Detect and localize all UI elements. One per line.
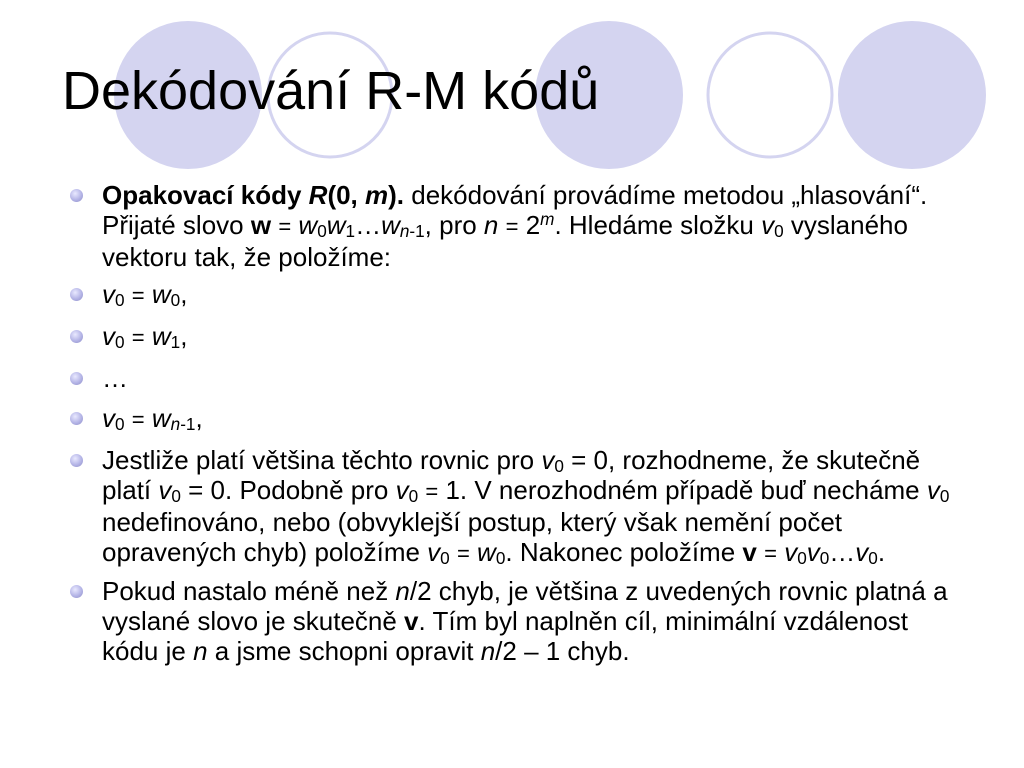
bullet-icon (70, 585, 83, 598)
bullet-rich-2: $v_0 = w_0$, (102, 279, 188, 311)
bullet-rich-5: $v_0 = w_{n-1}$, (102, 403, 203, 435)
bullet-rich-6: Jestliže platí většina těchto rovnic pro $v_0 = 0$, rozhodneme, že skutečně platí $v_0 = 0$. Podobně pro $v_0 = 1$. V nerozhodném případě buď necháme $v_0$ nedefinováno, nebo (obvyklejší postup, který však nemění počet opravených chyb) položíme $v_0 = w_0$. Nakonec položíme $v = v_0v_0\dots v_0$. (102, 445, 950, 569)
deco-circle-filled-3 (838, 21, 986, 169)
slide-title: Dekódování R-M kódů (62, 61, 600, 121)
deco-circle-ring-2 (708, 33, 832, 157)
bullet-rich-1: Opakovací kódy R(0, m). dekódování provádíme metodou „hlasování“. Přijaté slovo $w = w_0w_1\dots w_{n-1}$, pro $n = 2^m$. Hledáme složku $v_0$ vyslaného vektoru tak, že položíme: (102, 180, 928, 272)
bullet-item (70, 279, 970, 311)
bullet-item (70, 576, 970, 666)
bullet-item (70, 180, 970, 272)
bullet-text-4: … (102, 363, 128, 393)
bullet-list (70, 180, 970, 673)
bullet-item (70, 321, 970, 353)
bullet-rich-7: Pokud nastalo méně než n/2 chyb, je většina z uvedených rovnic platná a vyslané slovo je skutečně v. Tím byl naplněn cíl, minimální vzdálenost kódu je n a jsme schopni opravit n/2 – 1 chyb. (102, 576, 948, 666)
bullet-icon (70, 330, 83, 343)
bullet-icon (70, 288, 83, 301)
bullet-icon (70, 454, 83, 467)
bullet-item (70, 445, 970, 569)
bullet-item (70, 403, 970, 435)
bullet-item (70, 363, 970, 393)
bullet-rich-3: $v_0 = w_1$, (102, 321, 188, 353)
bullet-icon (70, 189, 83, 202)
bullet-icon (70, 372, 83, 385)
bullet-lead-1: Opakovací kódy R(0, m). (102, 180, 405, 210)
bullet-icon (70, 412, 83, 425)
